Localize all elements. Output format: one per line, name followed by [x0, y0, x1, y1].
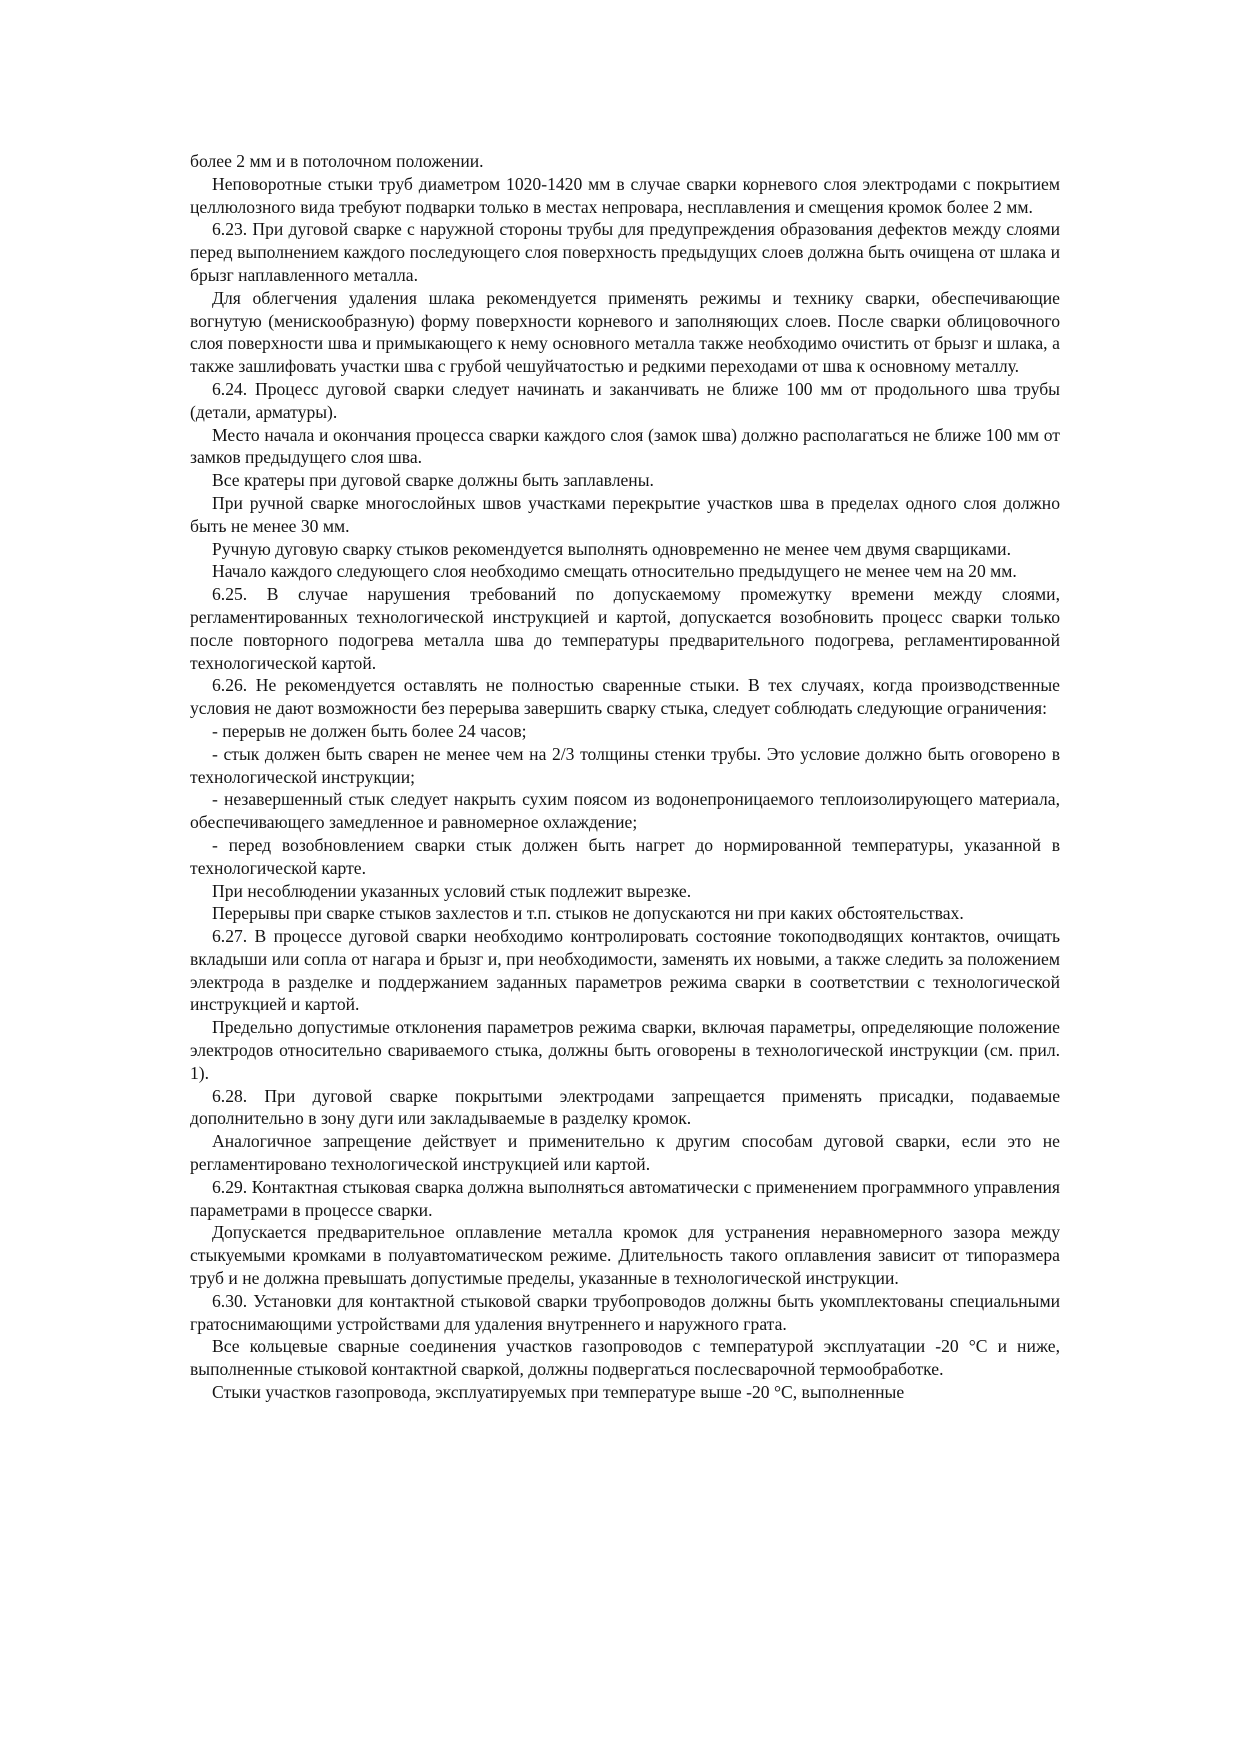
paragraph: Ручную дуговую сварку стыков рекомендуется выполнять одновременно не менее чем двумя сварщиками. — [212, 538, 1011, 559]
list-item: - стык должен быть сварен не менее чем на 2/3 толщины стенки трубы. Это условие должно быть оговорено в технологической инструкции; — [190, 743, 1060, 787]
list-item: - незавершенный стык следует накрыть сухим поясом из водонепроницаемого теплоизолирующего материала, обеспечивающего замедленное и равномерное охлаждение; — [190, 789, 1060, 833]
paragraph: 6.29. Контактная стыковая сварка должна выполняться автоматически с применением программного управления параметрами в процессе сварки. — [190, 1176, 1060, 1220]
paragraph: 6.24. Процесс дуговой сварки следует начинать и заканчивать не ближе 100 мм от продольного шва трубы (детали, арматуры). — [190, 378, 1060, 422]
paragraph: более 2 мм и в потолочном положении. — [190, 151, 484, 171]
paragraph: При несоблюдении указанных условий стык подлежит вырезке. — [212, 880, 692, 901]
paragraph: Место начала и окончания процесса сварки каждого слоя (замок шва) должно располагаться не ближе 100 мм от замков предыдущего слоя шва. — [190, 424, 1060, 468]
paragraph: При ручной сварке многослойных швов участками перекрытие участков шва в пределах одного слоя должно быть не менее 30 мм. — [190, 492, 1060, 536]
paragraph: Перерывы при сварке стыков захлестов и т.п. стыков не допускаются ни при каких обстоятельствах. — [212, 903, 964, 924]
paragraph: Для облегчения удаления шлака рекомендуется применять режимы и технику сварки, обеспечивающие вогнутую (менискообразную) форму поверхности корневого и заполняющих слоев. После сварки облицовочного слоя поверхности шва и примыкающего к нему основного металла также необходимо очистить от брызг и шлака, а также зашлифовать участки шва с грубой чешуйчатостью и редкими переходами от шва к основному металлу. — [190, 287, 1060, 377]
paragraph: Все кольцевые сварные соединения участков газопроводов с температурой эксплуатации -20 °С и ниже, выполненные стыковой контактной сваркой, должны подвергаться послесварочной термообработке. — [190, 1336, 1060, 1380]
paragraph: Все кратеры при дуговой сварке должны быть заплавлены. — [212, 470, 654, 491]
paragraph: 6.26. Не рекомендуется оставлять не полностью сваренные стыки. В тех случаях, когда производственные условия не дают возможности без перерыва завершить сварку стыка, следует соблюдать следующие ограничения: — [190, 675, 1060, 719]
paragraph: 6.30. Установки для контактной стыковой сварки трубопроводов должны быть укомплектованы специальными гратоснимающими устройствами для удаления внутреннего и наружного грата. — [190, 1290, 1060, 1334]
paragraph: Аналогичное запрещение действует и применительно к другим способам дуговой сварки, если это не регламентировано технологической инструкцией или картой. — [190, 1131, 1060, 1175]
paragraph: 6.23. При дуговой сварке с наружной стороны трубы для предупреждения образования дефектов между слоями перед выполнением каждого последующего слоя поверхность предыдущих слоев должна быть очищена от шлака и брызг наплавленного металла. — [190, 219, 1060, 285]
paragraph: 6.27. В процессе дуговой сварки необходимо контролировать состояние токоподводящих контактов, очищать вкладыши или сопла от нагара и брызг и, при необходимости, заменять их новыми, а также следить за положением электрода в разделке и поддержанием заданных параметров режима сварки в соответствии с технологической инструкцией и картой. — [190, 926, 1060, 1015]
paragraph: Начало каждого следующего слоя необходимо смещать относительно предыдущего не менее чем на 20 мм. — [212, 561, 1017, 582]
paragraph: Допускается предварительное оплавление металла кромок для устранения неравномерного зазора между стыкуемыми кромками в полуавтоматическом режиме. Длительность такого оплавления зависит от типоразмера труб и не должна превышать допустимые пределы, указанные в технологической инструкции. — [190, 1222, 1060, 1289]
list-item: - перед возобновлением сварки стык должен быть нагрет до нормированной температуры, указанной в технологической карте. — [190, 834, 1060, 878]
list-item: - перерыв не должен быть более 24 часов; — [212, 720, 527, 741]
paragraph: 6.25. В случае нарушения требований по допускаемому промежутку времени между слоями, регламентированных технологической инструкцией и картой, допускается возобновить процесс сварки только после повторного подогрева металла шва до температуры предварительного подогрева, регламентированной технологической картой. — [190, 584, 1060, 673]
document-page — [190, 150, 1060, 1404]
paragraph: Стыки участков газопровода, эксплуатируемых при температуре выше -20 °С, выполненные — [212, 1382, 905, 1403]
paragraph: Неповоротные стыки труб диаметром 1020-1420 мм в случае сварки корневого слоя электродами с покрытием целлюлозного вида требуют подварки только в местах непровара, несплавления и смещения кромок более 2 мм. — [190, 173, 1060, 217]
paragraph: 6.28. При дуговой сварке покрытыми электродами запрещается применять присадки, подаваемые дополнительно в зону дуги или закладываемые в разделку кромок. — [190, 1085, 1060, 1129]
paragraph: Предельно допустимые отклонения параметров режима сварки, включая параметры, определяющие положение электродов относительно свариваемого стыка, должны быть оговорены в технологической инструкции (см. прил. 1). — [190, 1017, 1060, 1083]
